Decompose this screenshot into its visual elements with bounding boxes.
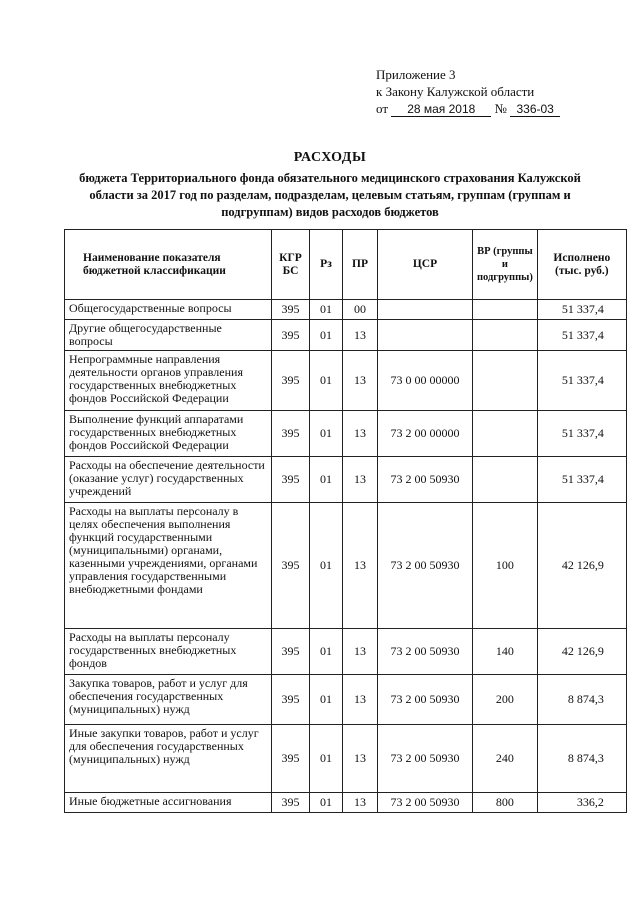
- cell-vr: 140: [473, 629, 538, 675]
- header-rz: Рз: [310, 230, 343, 300]
- cell-rz: 01: [310, 300, 343, 320]
- table-row: [65, 300, 627, 320]
- table-row: [65, 320, 627, 351]
- table-row: [65, 793, 627, 813]
- cell-csr: 73 0 00 00000: [378, 351, 473, 411]
- number-prefix: №: [494, 101, 507, 116]
- table-row: [65, 457, 627, 503]
- cell-vr: 100: [473, 503, 538, 629]
- header-amount: Исполнено (тыс. руб.): [537, 230, 626, 300]
- cell-amount: 51 337,4: [537, 300, 626, 320]
- cell-vr: 200: [473, 675, 538, 725]
- cell-amount: 51 337,4: [537, 411, 626, 457]
- header-vr: ВР (группы и подгруппы): [473, 230, 538, 300]
- cell-csr: 73 2 00 50930: [378, 457, 473, 503]
- cell-name: Расходы на выплаты персоналу в целях обеспечения выполнения функций государственными (муниципальными) органами, казенными учреждениями, органами управления государственными внебюджетными фондами: [65, 503, 272, 629]
- cell-amount: 8 874,3: [537, 675, 626, 725]
- law-date: 28 мая 2018: [391, 102, 491, 117]
- cell-pr: 13: [343, 629, 378, 675]
- date-prefix: от: [376, 101, 389, 116]
- law-number: 336-03: [510, 102, 560, 117]
- cell-rz: 01: [310, 351, 343, 411]
- cell-name: Расходы на выплаты персоналу государственных внебюджетных фондов: [65, 629, 272, 675]
- cell-kgrbs: 395: [272, 503, 310, 629]
- cell-vr: [473, 457, 538, 503]
- cell-csr: [378, 320, 473, 351]
- cell-rz: 01: [310, 411, 343, 457]
- cell-pr: 13: [343, 503, 378, 629]
- table-row: [65, 411, 627, 457]
- header-kgrbs: КГР БС: [272, 230, 310, 300]
- cell-vr: [473, 300, 538, 320]
- cell-name: Закупка товаров, работ и услуг для обеспечения государственных (муниципальных) нужд: [65, 675, 272, 725]
- table-row: [65, 725, 627, 793]
- table-header-row: [65, 230, 627, 300]
- cell-amount: 336,2: [537, 793, 626, 813]
- cell-name: Иные закупки товаров, работ и услуг для обеспечения государственных (муниципальных) нужд: [65, 725, 272, 793]
- cell-kgrbs: 395: [272, 725, 310, 793]
- cell-pr: 13: [343, 457, 378, 503]
- cell-pr: 00: [343, 300, 378, 320]
- cell-vr: [473, 320, 538, 351]
- cell-kgrbs: 395: [272, 457, 310, 503]
- cell-csr: 73 2 00 50930: [378, 725, 473, 793]
- cell-kgrbs: 395: [272, 675, 310, 725]
- cell-rz: 01: [310, 629, 343, 675]
- cell-pr: 13: [343, 725, 378, 793]
- appendix-block: [376, 66, 560, 117]
- cell-rz: 01: [310, 725, 343, 793]
- cell-amount: 8 874,3: [537, 725, 626, 793]
- cell-amount: 51 337,4: [537, 320, 626, 351]
- expenses-table: [64, 229, 627, 813]
- appendix-date-line: [376, 100, 560, 117]
- cell-kgrbs: 395: [272, 629, 310, 675]
- header-pr: ПР: [343, 230, 378, 300]
- header-name: Наименование показателя бюджетной классификации: [65, 230, 272, 300]
- cell-kgrbs: 395: [272, 320, 310, 351]
- table-body: [65, 300, 627, 813]
- cell-kgrbs: 395: [272, 411, 310, 457]
- cell-csr: 73 2 00 50930: [378, 503, 473, 629]
- table-row: [65, 675, 627, 725]
- cell-rz: 01: [310, 675, 343, 725]
- cell-kgrbs: 395: [272, 300, 310, 320]
- cell-name: Общегосударственные вопросы: [65, 300, 272, 320]
- cell-csr: 73 2 00 50930: [378, 629, 473, 675]
- cell-vr: 240: [473, 725, 538, 793]
- table-row: [65, 503, 627, 629]
- appendix-line2: к Закону Калужской области: [376, 84, 535, 99]
- cell-pr: 13: [343, 675, 378, 725]
- cell-rz: 01: [310, 457, 343, 503]
- cell-amount: 42 126,9: [537, 503, 626, 629]
- cell-name: Другие общегосударственные вопросы: [65, 320, 272, 351]
- header-csr: ЦСР: [378, 230, 473, 300]
- cell-rz: 01: [310, 503, 343, 629]
- cell-csr: 73 2 00 00000: [378, 411, 473, 457]
- cell-name: Непрограммные направления деятельности органов управления государственных внебюджетных фондов Российской Федерации: [65, 351, 272, 411]
- cell-name: Выполнение функций аппаратами государственных внебюджетных фондов Российской Федерации: [65, 411, 272, 457]
- table-row: [65, 629, 627, 675]
- cell-csr: [378, 300, 473, 320]
- cell-pr: 13: [343, 793, 378, 813]
- cell-vr: [473, 351, 538, 411]
- cell-kgrbs: 395: [272, 351, 310, 411]
- cell-rz: 01: [310, 793, 343, 813]
- cell-csr: 73 2 00 50930: [378, 675, 473, 725]
- cell-kgrbs: 395: [272, 793, 310, 813]
- cell-rz: 01: [310, 320, 343, 351]
- cell-pr: 13: [343, 351, 378, 411]
- cell-amount: 51 337,4: [537, 457, 626, 503]
- cell-amount: 42 126,9: [537, 629, 626, 675]
- cell-amount: 51 337,4: [537, 351, 626, 411]
- document-title: РАСХОДЫ: [293, 150, 367, 165]
- cell-vr: 800: [473, 793, 538, 813]
- cell-pr: 13: [343, 320, 378, 351]
- cell-name: Иные бюджетные ассигнования: [65, 793, 272, 813]
- appendix-line1: Приложение 3: [376, 67, 456, 82]
- document-subtitle: бюджета Территориального фонда обязательного медицинского страхования Калужской области за 2017 год по разделам, подразделам, целевым статьям, группам (группам и подгруппам) видов расходов бюджетов: [79, 171, 581, 219]
- cell-name: Расходы на обеспечение деятельности (оказание услуг) государственных учреждений: [65, 457, 272, 503]
- cell-vr: [473, 411, 538, 457]
- cell-pr: 13: [343, 411, 378, 457]
- cell-csr: 73 2 00 50930: [378, 793, 473, 813]
- table-row: [65, 351, 627, 411]
